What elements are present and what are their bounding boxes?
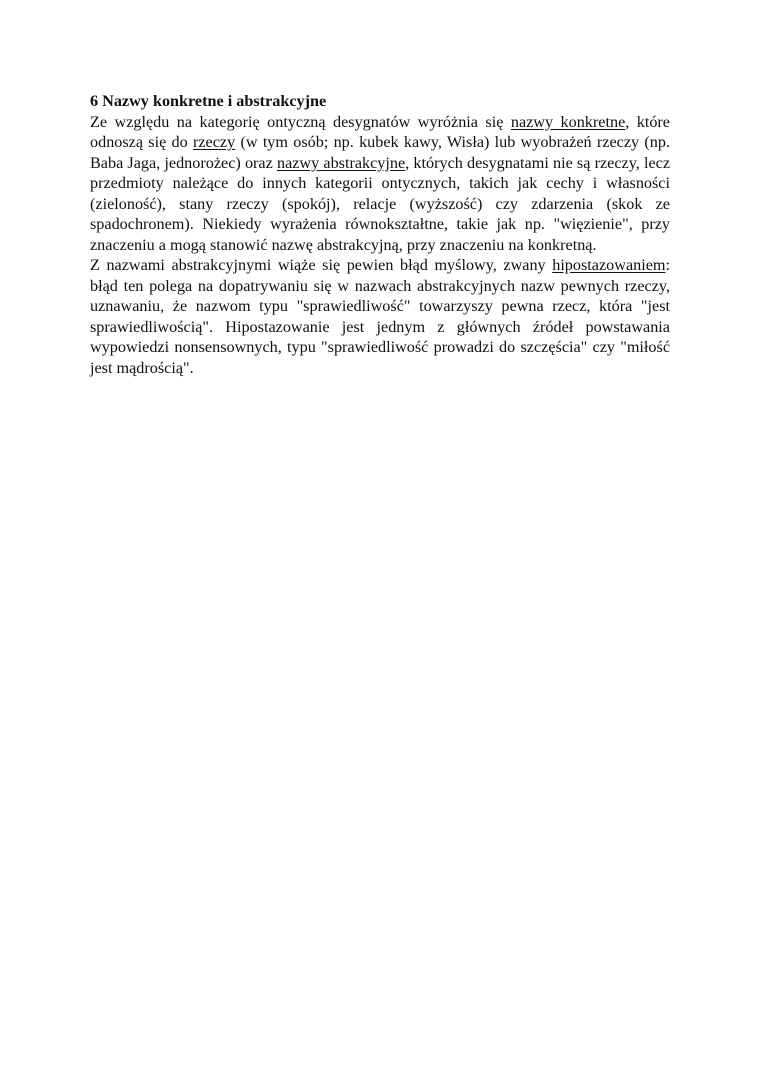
paragraph-concrete-abstract [90,112,670,256]
paragraph2-text-1: Z nazwami abstrakcyjnymi wiąże się pewien błąd myślowy, zwany [90,256,553,274]
paragraph-hypostatization [90,255,670,378]
document-body [90,91,670,378]
paragraph1-text-1: Ze względu na kategorię ontyczną desygnatów wyróżnia się [90,112,511,131]
section-heading: 6 Nazwy konkretne i abstrakcyjne [90,92,327,110]
paragraph1-text-2: , które odnoszą się do [90,112,670,151]
term-nazwy-abstrakcyjne: nazwy abstrakcyjne [276,153,406,172]
term-rzeczy: rzeczy [192,133,236,151]
paragraph2-text-2: : błąd ten polega na dopatrywaniu się w nazwach abstrakcyjnych nazw pewnych rzeczy, uznawaniu, że nazwom typu "sprawiedliwość" towarzyszy pewna rzecz, która "jest sprawiedliwością". Hipostazowanie jest jednym z głównych źródeł powstawania wypowiedzi nonsensownych, typu "sprawiedliwość prowadzi do szczęścia" czy "miłość jest mądrością". [90,256,670,377]
paragraph1-text-3: (w tym osób; np. kubek kawy, Wisła) lub wyobrażeń rzeczy (np. Baba Jaga, jednorożec) oraz [90,133,670,172]
paragraph1-text-4: , których desygnatami nie są rzeczy, lecz przedmioty należące do innych kategorii ontycznych, takich jak cechy i własności (zieloność), stany rzeczy (spokój), relacje (wyższość) czy zdarzenia (skok ze spadochronem). Niekiedy wyrażenia równokształtne, takie jak np. "więzienie", przy znaczeniu a mogą stanowić nazwę abstrakcyjną, przy znaczeniu na konkretną. [90,153,670,254]
term-nazwy-konkretne: nazwy konkretne [510,112,626,131]
term-hipostazowaniem: hipostazowaniem [552,256,666,274]
